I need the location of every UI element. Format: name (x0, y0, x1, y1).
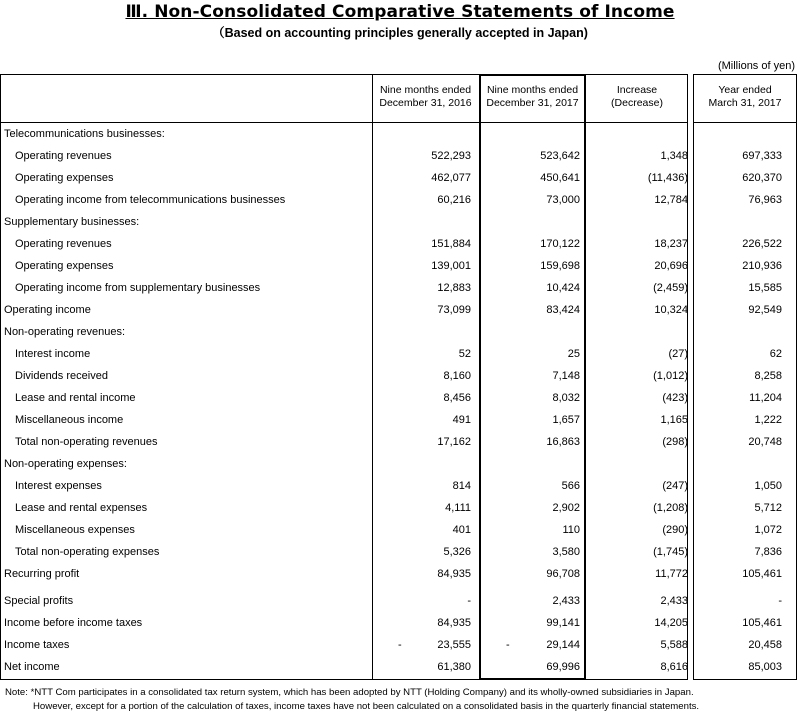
cell-value: 491 (452, 414, 471, 426)
page-title: Ⅲ. Non-Consolidated Comparative Statements of Income (125, 2, 675, 22)
cell-value: 5,326 (443, 546, 471, 558)
table-row (0, 591, 800, 613)
cell-value: 17,162 (437, 436, 471, 448)
cell-value: 1,165 (660, 414, 688, 426)
table-row (0, 564, 800, 586)
cell-value: 7,148 (552, 370, 580, 382)
cell-value: 11,204 (749, 392, 782, 404)
header-divider (0, 122, 688, 123)
cell-value: - (467, 595, 471, 607)
cell-value: 20,458 (748, 639, 782, 651)
cell-value: 69,996 (546, 661, 580, 673)
table-row (0, 498, 800, 520)
cell-value: 1,348 (660, 150, 688, 162)
cell-value: 3,580 (552, 546, 580, 558)
table-row (0, 322, 800, 344)
row-label: Operating revenues (15, 150, 112, 162)
cell-value: 1,050 (754, 480, 782, 492)
cell-value: (1,208) (653, 502, 688, 514)
cell-value: 620,370 (742, 172, 782, 184)
row-label: Net income (4, 661, 60, 673)
income-statement-table (0, 74, 800, 680)
cell-value: 110 (562, 524, 580, 536)
cell-value: 29,144 (546, 639, 580, 651)
cell-value: (290) (662, 524, 688, 536)
table-row (0, 410, 800, 432)
row-label: Interest income (15, 348, 91, 360)
footnote-line: Note: *NTT Com participates in a consolidated tax return system, which has been adopted by NTT (Holding Company) and its wholly-owned subsidiaries in Japan. (5, 687, 694, 698)
cell-value: 11,772 (655, 568, 688, 580)
cell-value: 462,077 (431, 172, 471, 184)
row-label: Miscellaneous expenses (15, 524, 135, 536)
cell-value: (2,459) (653, 282, 688, 294)
header-nine-months-2017: Nine months ended December 31, 2017 (486, 84, 579, 109)
table-row (0, 635, 800, 657)
cell-value: 60,216 (437, 194, 471, 206)
row-label: Miscellaneous income (15, 414, 124, 426)
cell-value: 2,902 (552, 502, 580, 514)
cell-value: 1,072 (754, 524, 782, 536)
table-row (0, 256, 800, 278)
cell-value: 18,237 (654, 238, 688, 250)
table-row (0, 168, 800, 190)
row-label: Income taxes (4, 639, 70, 651)
cell-value: 226,522 (742, 238, 782, 250)
cell-value: 566 (561, 480, 580, 492)
table-row (0, 344, 800, 366)
cell-value: 96,708 (546, 568, 580, 580)
cell-value: (298) (662, 436, 688, 448)
cell-value: - (778, 595, 782, 607)
cell-value: 151,884 (431, 238, 471, 250)
cell-value: 85,003 (748, 661, 782, 673)
table-row (0, 520, 800, 542)
row-label: Total non-operating revenues (15, 436, 158, 448)
cell-value: 523,642 (540, 150, 580, 162)
negative-mark: - (506, 639, 510, 651)
cell-value: 16,863 (546, 436, 580, 448)
cell-value: (11,436) (647, 172, 688, 184)
cell-value: 23,555 (437, 639, 471, 651)
row-label: Supplementary businesses: (4, 216, 140, 228)
cell-value: 170,122 (540, 238, 580, 250)
cell-value: 2,433 (552, 595, 580, 607)
cell-value: 12,784 (654, 194, 688, 206)
header-nine-months-2016: Nine months ended December 31, 2016 (379, 84, 472, 109)
cell-value: 8,258 (754, 370, 782, 382)
row-label: Income before income taxes (4, 617, 143, 629)
table-row (0, 542, 800, 564)
cell-value: 76,963 (748, 194, 782, 206)
row-label: Operating income (4, 304, 91, 316)
cell-value: 159,698 (540, 260, 580, 272)
cell-value: 8,456 (443, 392, 471, 404)
cell-value: 92,549 (748, 304, 782, 316)
table-row (0, 212, 800, 234)
row-label: Non-operating revenues: (4, 326, 126, 338)
row-label: Operating income from telecommunications businesses (15, 194, 286, 206)
row-label: Dividends received (15, 370, 108, 382)
cell-value: 73,099 (437, 304, 471, 316)
units-label: (Millions of yen) (717, 60, 795, 72)
header-increase-decrease: Increase (Decrease) (611, 84, 663, 109)
cell-value: 1,222 (754, 414, 782, 426)
table-row (0, 278, 800, 300)
negative-mark: - (398, 639, 402, 651)
table-row (0, 124, 800, 146)
table-row (0, 657, 800, 679)
row-label: Recurring profit (4, 568, 80, 580)
cell-value: 2,433 (660, 595, 688, 607)
table-row (0, 476, 800, 498)
cell-value: 8,616 (660, 661, 688, 673)
table-row (0, 234, 800, 256)
cell-value: 522,293 (431, 150, 471, 162)
row-label: Operating expenses (15, 172, 114, 184)
cell-value: 52 (458, 348, 471, 360)
cell-value: 139,001 (431, 260, 471, 272)
cell-value: 10,324 (654, 304, 688, 316)
cell-value: 73,000 (546, 194, 580, 206)
cell-value: 814 (452, 480, 471, 492)
cell-value: 84,935 (437, 617, 471, 629)
cell-value: 8,032 (552, 392, 580, 404)
cell-value: 14,205 (654, 617, 688, 629)
cell-value: 20,696 (654, 260, 688, 272)
cell-value: 12,883 (437, 282, 471, 294)
cell-value: 84,935 (437, 568, 471, 580)
cell-value: 105,461 (742, 617, 782, 629)
page-subtitle: （Based on accounting principles generally accepted in Japan) (212, 26, 588, 40)
row-label: Total non-operating expenses (15, 546, 160, 558)
row-label: Non-operating expenses: (4, 458, 127, 470)
table-row (0, 300, 800, 322)
cell-value: 4,111 (445, 502, 471, 514)
row-label: Interest expenses (15, 480, 102, 492)
cell-value: 105,461 (742, 568, 782, 580)
cell-value: 1,657 (552, 414, 580, 426)
table-row (0, 613, 800, 635)
cell-value: 210,936 (742, 260, 782, 272)
footnotes (5, 686, 699, 714)
row-label: Telecommunications businesses: (4, 128, 165, 140)
cell-value: 61,380 (437, 661, 471, 673)
cell-value: 450,641 (540, 172, 580, 184)
cell-value: (27) (668, 348, 688, 360)
cell-value: 5,712 (754, 502, 782, 514)
table-row (0, 190, 800, 212)
cell-value: (1,012) (653, 370, 688, 382)
cell-value: 20,748 (748, 436, 782, 448)
row-label: Operating revenues (15, 238, 112, 250)
table-row (0, 146, 800, 168)
table-row (0, 366, 800, 388)
cell-value: 7,836 (754, 546, 782, 558)
cell-value: 5,588 (660, 639, 688, 651)
cell-value: 62 (769, 348, 782, 360)
row-label: Operating expenses (15, 260, 114, 272)
cell-value: 25 (567, 348, 580, 360)
cell-value: 697,333 (742, 150, 782, 162)
cell-value: (247) (662, 480, 688, 492)
row-label: Special profits (4, 595, 74, 607)
header-year-ended: Year ended March 31, 2017 (708, 84, 782, 109)
footnote-line: However, except for a portion of the calculation of taxes, income taxes have not been calculated on a consolidated basis in the quarterly financial statements. (33, 701, 700, 712)
cell-value: 401 (452, 524, 471, 536)
cell-value: (423) (662, 392, 688, 404)
cell-value: 10,424 (546, 282, 580, 294)
row-label: Operating income from supplementary businesses (15, 282, 261, 294)
table-row (0, 454, 800, 476)
row-label: Lease and rental income (15, 392, 136, 404)
row-label: Lease and rental expenses (15, 502, 148, 514)
table-row (0, 388, 800, 410)
cell-value: 99,141 (546, 617, 580, 629)
cell-value: (1,745) (653, 546, 688, 558)
header-divider (693, 122, 797, 123)
table-row (0, 432, 800, 454)
cell-value: 8,160 (443, 370, 471, 382)
cell-value: 15,585 (748, 282, 782, 294)
cell-value: 83,424 (546, 304, 580, 316)
